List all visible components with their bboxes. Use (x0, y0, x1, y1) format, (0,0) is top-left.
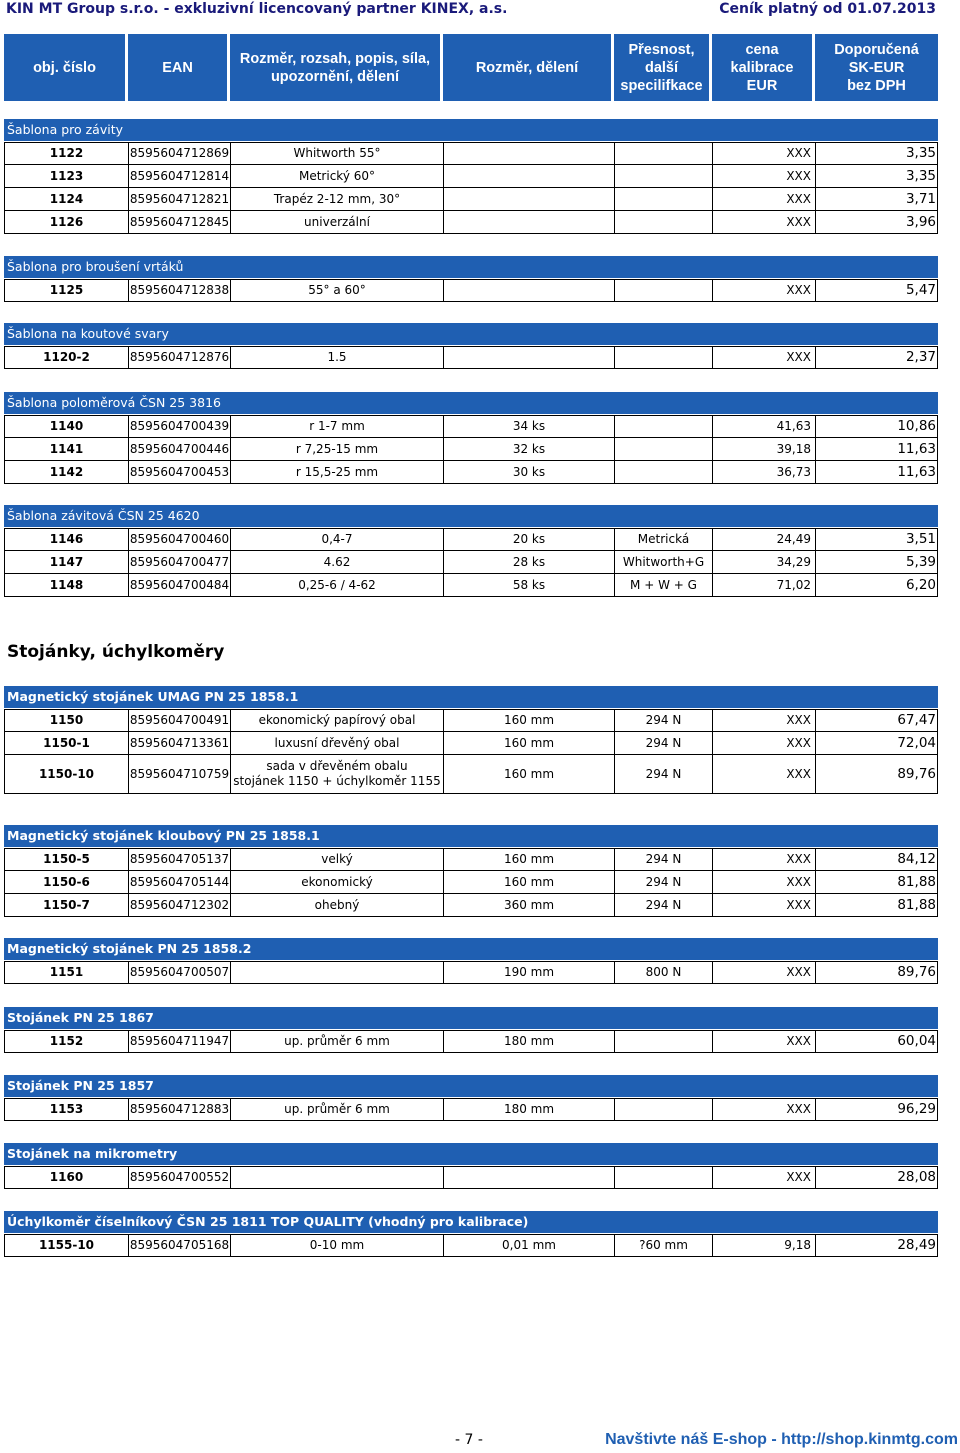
popis-cell: r 7,25-15 mm (231, 438, 444, 460)
obj-cell: 1141 (5, 438, 129, 460)
section-title: Stojánek PN 25 1867 (4, 1007, 938, 1029)
ean-cell: 8595604712869 (129, 143, 231, 164)
popis-cell: up. průměr 6 mm (231, 1099, 444, 1120)
section-title: Magnetický stojánek UMAG PN 25 1858.1 (4, 686, 938, 708)
table-row (4, 755, 938, 794)
obj-cell: 1142 (5, 461, 129, 483)
ean-cell: 8595604712883 (129, 1099, 231, 1120)
ean-cell: 8595604700491 (129, 710, 231, 731)
obj-cell: 1125 (5, 280, 129, 301)
obj-cell: 1122 (5, 143, 129, 164)
presnost-cell: ?60 mm (615, 1235, 713, 1256)
cena-cell: 24,49 (713, 529, 816, 550)
doporucena-cell: 10,86 (897, 418, 936, 434)
presnost-cell: 800 N (615, 962, 713, 983)
ean-cell: 8595604700477 (129, 551, 231, 573)
popis-cell: r 1-7 mm (231, 416, 444, 437)
presnost-cell (615, 461, 713, 483)
presnost-cell (615, 347, 713, 368)
presnost-cell: 294 N (615, 732, 713, 754)
popis-cell: velký (231, 849, 444, 870)
rozmer-cell: 32 ks (444, 438, 615, 460)
page-header (0, 0, 960, 20)
ean-cell: 8595604712838 (129, 280, 231, 301)
presnost-cell (615, 165, 713, 187)
obj-cell: 1140 (5, 416, 129, 437)
table-row (4, 461, 938, 484)
section-title: Šablona pro broušení vrtáků (4, 256, 938, 278)
table-row (4, 165, 938, 188)
rozmer-cell: 30 ks (444, 461, 615, 483)
obj-cell: 1160 (5, 1167, 129, 1188)
section-title: Šablona pro závity (4, 119, 938, 141)
doporucena-cell: 72,04 (897, 734, 936, 751)
doporucena-cell: 3,51 (905, 531, 936, 547)
section-title: Stojánek na mikrometry (4, 1143, 938, 1165)
presnost-cell (615, 416, 713, 437)
col-header-ean: EAN (128, 34, 227, 101)
table-row (4, 1030, 938, 1053)
section-title: Šablona závitová ČSN 25 4620 (4, 505, 938, 527)
rozmer-cell: 28 ks (444, 551, 615, 573)
popis-cell: Whitworth 55° (231, 143, 444, 164)
presnost-cell (615, 188, 713, 210)
table-row (4, 709, 938, 732)
cena-cell: 9,18 (713, 1235, 816, 1256)
table-row (4, 346, 938, 369)
table-row (4, 188, 938, 211)
presnost-cell: 294 N (615, 894, 713, 916)
doporucena-cell: 67,47 (897, 712, 936, 728)
cena-cell: XXX (713, 280, 816, 301)
ean-cell: 8595604700460 (129, 529, 231, 550)
rozmer-cell: 160 mm (444, 871, 615, 893)
cena-cell: XXX (713, 211, 816, 233)
table-row (4, 574, 938, 597)
col-header-popis: Rozměr, rozsah, popis, síla, upozornění, dělení (230, 34, 440, 101)
table-row (4, 848, 938, 871)
table-row (4, 438, 938, 461)
page-number: - 7 - (455, 1432, 483, 1448)
rozmer-cell (444, 1167, 615, 1188)
obj-cell: 1124 (5, 188, 129, 210)
presnost-cell: M + W + G (615, 574, 713, 596)
cena-cell: 34,29 (713, 551, 816, 573)
section-title: Šablona na koutové svary (4, 323, 938, 345)
ean-cell: 8595604700484 (129, 574, 231, 596)
doporucena-cell: 84,12 (897, 851, 936, 867)
rozmer-cell: 34 ks (444, 416, 615, 437)
presnost-cell (615, 1099, 713, 1120)
doporucena-cell: 3,71 (905, 190, 936, 207)
obj-cell: 1150-6 (5, 871, 129, 893)
table-row (4, 142, 938, 165)
rozmer-cell: 180 mm (444, 1031, 615, 1052)
popis-cell: sada v dřevěném obalu stojánek 1150 + úchylkoměr 1155 (231, 755, 444, 793)
obj-cell: 1152 (5, 1031, 129, 1052)
popis-cell: univerzální (231, 211, 444, 233)
popis-cell: 0-10 mm (231, 1235, 444, 1256)
ean-cell: 8595604712821 (129, 188, 231, 210)
rozmer-cell: 160 mm (444, 732, 615, 754)
doporucena-cell: 6,20 (905, 576, 936, 593)
ean-cell: 8595604713361 (129, 732, 231, 754)
popis-cell: 4.62 (231, 551, 444, 573)
cena-cell: XXX (713, 732, 816, 754)
presnost-cell: Whitworth+G (615, 551, 713, 573)
popis-cell: 55° a 60° (231, 280, 444, 301)
popis-cell: 0,25-6 / 4-62 (231, 574, 444, 596)
table-row (4, 415, 938, 438)
table-row (4, 551, 938, 574)
cena-cell: XXX (713, 962, 816, 983)
presnost-cell: 294 N (615, 710, 713, 731)
col-header-rozmer: Rozměr, dělení (443, 34, 611, 101)
table-row (4, 1234, 938, 1257)
cena-cell: XXX (713, 188, 816, 210)
obj-cell: 1120-2 (5, 347, 129, 368)
doporucena-cell: 89,76 (897, 964, 936, 980)
popis-cell: 0,4-7 (231, 529, 444, 550)
rozmer-cell: 190 mm (444, 962, 615, 983)
ean-cell: 8595604705168 (129, 1235, 231, 1256)
section-title: Šablona poloměrová ČSN 25 3816 (4, 392, 938, 414)
ean-cell: 8595604700552 (129, 1167, 231, 1188)
obj-cell: 1146 (5, 529, 129, 550)
table-row (4, 211, 938, 234)
ean-cell: 8595604711947 (129, 1031, 231, 1052)
presnost-cell (615, 1031, 713, 1052)
rozmer-cell (444, 211, 615, 233)
cena-cell: XXX (713, 755, 816, 793)
section-title: Úchylkoměr číselníkový ČSN 25 1811 TOP QUALITY (vhodný pro kalibrace) (4, 1211, 938, 1233)
doporucena-cell: 11,63 (897, 463, 936, 480)
doporucena-cell: 28,49 (897, 1237, 936, 1253)
ean-cell: 8595604700453 (129, 461, 231, 483)
rozmer-cell (444, 188, 615, 210)
cena-cell: XXX (713, 849, 816, 870)
presnost-cell: 294 N (615, 871, 713, 893)
doporucena-cell: 3,35 (905, 145, 936, 161)
section-title: Stojánek PN 25 1857 (4, 1075, 938, 1097)
cena-cell: XXX (713, 1167, 816, 1188)
doporucena-cell: 28,08 (897, 1169, 936, 1185)
table-row (4, 961, 938, 984)
obj-cell: 1150 (5, 710, 129, 731)
section-title: Magnetický stojánek kloubový PN 25 1858.1 (4, 825, 938, 847)
col-header-presnost: Přesnost, další specilifkace (614, 34, 709, 101)
table-row (4, 732, 938, 755)
col-header-cena: cena kalibrace EUR (712, 34, 812, 101)
doporucena-cell: 96,29 (897, 1101, 936, 1117)
cena-cell: XXX (713, 143, 816, 164)
obj-cell: 1150-1 (5, 732, 129, 754)
table-row (4, 1098, 938, 1121)
doporucena-cell: 3,35 (905, 167, 936, 184)
table-row (4, 871, 938, 894)
popis-cell (231, 962, 444, 983)
popis-cell: luxusní dřevěný obal (231, 732, 444, 754)
cena-cell: XXX (713, 347, 816, 368)
ean-cell: 8595604712876 (129, 347, 231, 368)
doporucena-cell: 11,63 (897, 440, 936, 457)
doporucena-cell: 81,88 (897, 896, 936, 913)
table-row (4, 1166, 938, 1189)
cena-cell: 36,73 (713, 461, 816, 483)
rozmer-cell: 0,01 mm (444, 1235, 615, 1256)
col-header-obj: obj. číslo (4, 34, 125, 101)
company-name: KIN MT Group s.r.o. - exkluzivní licencovaný partner KINEX, a.s. (6, 1, 508, 17)
cena-cell: 41,63 (713, 416, 816, 437)
popis-cell: Metrický 60° (231, 165, 444, 187)
doporucena-cell: 5,47 (905, 282, 936, 298)
obj-cell: 1148 (5, 574, 129, 596)
presnost-cell (615, 143, 713, 164)
cena-cell: XXX (713, 871, 816, 893)
presnost-cell: 294 N (615, 849, 713, 870)
rozmer-cell: 160 mm (444, 849, 615, 870)
doporucena-cell: 2,37 (905, 349, 936, 365)
ean-cell: 8595604712845 (129, 211, 231, 233)
popis-cell: ekonomický (231, 871, 444, 893)
obj-cell: 1147 (5, 551, 129, 573)
price-list-validity: Ceník platný od 01.07.2013 (719, 1, 936, 17)
doporucena-cell: 81,88 (897, 873, 936, 890)
rozmer-cell: 58 ks (444, 574, 615, 596)
rozmer-cell (444, 347, 615, 368)
obj-cell: 1155-10 (5, 1235, 129, 1256)
presnost-cell: Metrická (615, 529, 713, 550)
doporucena-cell: 89,76 (897, 765, 936, 782)
ean-cell: 8595604700446 (129, 438, 231, 460)
presnost-cell (615, 211, 713, 233)
eshop-link[interactable]: Navštivte náš E-shop - http://shop.kinmtg.com (605, 1431, 958, 1448)
rozmer-cell: 160 mm (444, 755, 615, 793)
popis-cell: 1.5 (231, 347, 444, 368)
rozmer-cell (444, 280, 615, 301)
table-row (4, 279, 938, 302)
obj-cell: 1151 (5, 962, 129, 983)
popis-cell (231, 1167, 444, 1188)
cena-cell: 71,02 (713, 574, 816, 596)
cena-cell: XXX (713, 894, 816, 916)
ean-cell: 8595604705144 (129, 871, 231, 893)
cena-cell: XXX (713, 165, 816, 187)
doporucena-cell: 5,39 (905, 553, 936, 570)
obj-cell: 1153 (5, 1099, 129, 1120)
ean-cell: 8595604700439 (129, 416, 231, 437)
cena-cell: XXX (713, 710, 816, 731)
rozmer-cell: 360 mm (444, 894, 615, 916)
rozmer-cell: 180 mm (444, 1099, 615, 1120)
cena-cell: XXX (713, 1099, 816, 1120)
ean-cell: 8595604710759 (129, 755, 231, 793)
obj-cell: 1150-7 (5, 894, 129, 916)
doporucena-cell: 3,96 (905, 213, 936, 230)
presnost-cell: 294 N (615, 755, 713, 793)
presnost-cell (615, 280, 713, 301)
table-header (4, 34, 938, 101)
ean-cell: 8595604712302 (129, 894, 231, 916)
popis-cell: r 15,5-25 mm (231, 461, 444, 483)
section-title: Magnetický stojánek PN 25 1858.2 (4, 938, 938, 960)
rozmer-cell (444, 143, 615, 164)
ean-cell: 8595604700507 (129, 962, 231, 983)
obj-cell: 1123 (5, 165, 129, 187)
table-row (4, 894, 938, 917)
rozmer-cell (444, 165, 615, 187)
cena-cell: 39,18 (713, 438, 816, 460)
popis-cell: up. průměr 6 mm (231, 1031, 444, 1052)
ean-cell: 8595604712814 (129, 165, 231, 187)
doporucena-cell: 60,04 (897, 1033, 936, 1049)
presnost-cell (615, 1167, 713, 1188)
obj-cell: 1150-5 (5, 849, 129, 870)
popis-cell: ohebný (231, 894, 444, 916)
rozmer-cell: 160 mm (444, 710, 615, 731)
popis-cell: Trapéz 2-12 mm, 30° (231, 188, 444, 210)
col-header-doporucena: Doporučená SK-EUR bez DPH (815, 34, 938, 101)
obj-cell: 1126 (5, 211, 129, 233)
table-row (4, 528, 938, 551)
cena-cell: XXX (713, 1031, 816, 1052)
rozmer-cell: 20 ks (444, 529, 615, 550)
popis-cell: ekonomický papírový obal (231, 710, 444, 731)
ean-cell: 8595604705137 (129, 849, 231, 870)
presnost-cell (615, 438, 713, 460)
obj-cell: 1150-10 (5, 755, 129, 793)
group-title: Stojánky, úchylkoměry (7, 642, 225, 662)
